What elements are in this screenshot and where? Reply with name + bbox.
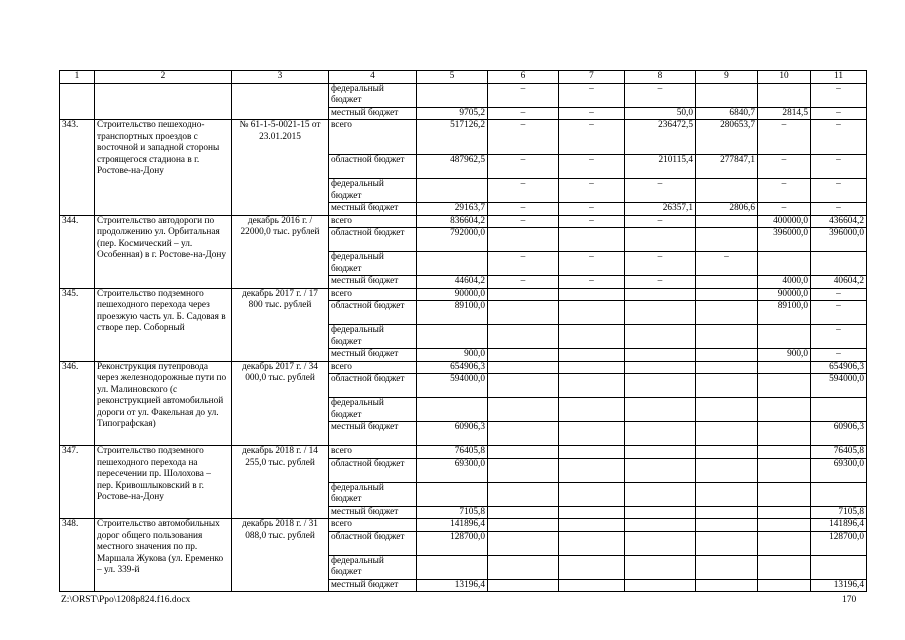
amount-cell: 4000,0 [758,276,811,289]
document-path: Z:\ORST\Ppo\1208p824.f16.docx [61,595,191,605]
amount-cell: 836604,2 [417,215,488,228]
header-cell: 10 [758,71,811,84]
amount-cell [417,179,488,203]
amount-cell [758,506,811,519]
header-cell: 3 [232,71,329,84]
amount-cell [696,228,758,252]
budget-source-cell: областной бюджет [329,228,417,252]
amount-cell: – [811,83,867,107]
budget-source-cell: областной бюджет [329,458,417,482]
amount-cell [488,301,559,325]
amount-cell [488,325,559,349]
amount-cell: – [811,349,867,362]
header-cell: 8 [625,71,696,84]
amount-cell: 436604,2 [811,215,867,228]
budget-source-cell: всего [329,215,417,228]
amount-cell: 6840,7 [696,107,758,120]
header-cell: 5 [417,71,488,84]
item-name-cell: Строительство автодороги по продолжению ул. Орбитальная (пер. Космический – ул. Особенная) в г. Ростове-на-Дону [95,215,232,288]
amount-cell [625,458,696,482]
budget-source-cell: областной бюджет [329,531,417,555]
amount-cell [488,482,559,506]
header-cell: 11 [811,71,867,84]
amount-cell [559,398,625,422]
amount-cell [488,398,559,422]
amount-cell: – [488,155,559,179]
amount-cell [696,519,758,532]
amount-cell: 7105,8 [417,506,488,519]
amount-cell: 594000,0 [811,374,867,398]
amount-cell: – [758,179,811,203]
amount-cell [696,215,758,228]
amount-cell [758,519,811,532]
amount-cell: 396000,0 [811,228,867,252]
amount-cell [559,555,625,579]
amount-cell: – [559,252,625,276]
amount-cell [559,361,625,374]
amount-cell [559,374,625,398]
amount-cell [488,361,559,374]
amount-cell: – [488,203,559,216]
budget-source-cell: федеральный бюджет [329,555,417,579]
item-deadline-cell: декабрь 2017 г. / 34 000,0 тыс. рублей [232,361,329,446]
item-number-cell [60,83,95,120]
budget-source-cell: областной бюджет [329,374,417,398]
amount-cell: 60906,3 [811,422,867,446]
amount-cell [696,288,758,301]
amount-cell [559,325,625,349]
budget-source-cell: местный бюджет [329,422,417,446]
amount-cell [696,301,758,325]
page-number: 170 [842,595,857,605]
amount-cell: 210115,4 [625,155,696,179]
amount-cell: 128700,0 [811,531,867,555]
amount-cell [488,555,559,579]
amount-cell [488,288,559,301]
amount-cell: – [811,325,867,349]
amount-cell: – [625,276,696,289]
budget-source-cell: местный бюджет [329,579,417,592]
amount-cell [488,446,559,459]
amount-cell [811,482,867,506]
item-name-cell: Строительство автомобильных дорог общего пользования местного значения по пр. Маршала Жукова (ул. Еременко – ул. 339-й [95,519,232,592]
amount-cell: 900,0 [758,349,811,362]
amount-cell [625,361,696,374]
amount-cell: – [811,155,867,179]
amount-cell: 69300,0 [811,458,867,482]
amount-cell [417,325,488,349]
amount-cell: – [559,215,625,228]
amount-cell: – [758,155,811,179]
amount-cell [758,361,811,374]
item-name-cell [95,83,232,120]
amount-cell: – [488,107,559,120]
amount-cell: – [488,179,559,203]
amount-cell: 280653,7 [696,120,758,155]
amount-cell: 60906,3 [417,422,488,446]
amount-cell [625,288,696,301]
amount-cell [488,519,559,532]
budget-source-cell: федеральный бюджет [329,482,417,506]
header-cell: 7 [559,71,625,84]
header-cell: 1 [60,71,95,84]
budget-source-cell: федеральный бюджет [329,252,417,276]
amount-cell [559,446,625,459]
budget-source-cell: всего [329,361,417,374]
header-cell: 4 [329,71,417,84]
budget-source-cell: местный бюджет [329,276,417,289]
amount-cell [696,531,758,555]
amount-cell: – [559,155,625,179]
amount-cell: – [559,179,625,203]
amount-cell [417,252,488,276]
amount-cell: – [811,179,867,203]
header-cell: 6 [488,71,559,84]
item-deadline-cell: № 61-1-5-0021-15 от 23.01.2015 [232,120,329,216]
amount-cell [696,422,758,446]
amount-cell [758,325,811,349]
amount-cell [696,374,758,398]
table-row [60,215,867,228]
amount-cell [696,361,758,374]
amount-cell [696,349,758,362]
amount-cell: 400000,0 [758,215,811,228]
amount-cell [625,301,696,325]
amount-cell: 89100,0 [758,301,811,325]
amount-cell [559,228,625,252]
amount-cell: 69300,0 [417,458,488,482]
amount-cell [417,398,488,422]
amount-cell [488,374,559,398]
amount-cell [488,458,559,482]
header-cell: 2 [95,71,232,84]
amount-cell: – [488,276,559,289]
header-cell: 9 [696,71,758,84]
amount-cell [696,458,758,482]
amount-cell: – [488,215,559,228]
amount-cell: – [811,107,867,120]
amount-cell [488,349,559,362]
amount-cell: 141896,4 [417,519,488,532]
item-deadline-cell: декабрь 2018 г. / 14 255,0 тыс. рублей [232,446,329,519]
amount-cell [696,83,758,107]
amount-cell [696,446,758,459]
amount-cell: 128700,0 [417,531,488,555]
amount-cell [559,482,625,506]
amount-cell: 2814,5 [758,107,811,120]
amount-cell [696,179,758,203]
amount-cell [758,531,811,555]
budget-source-cell: областной бюджет [329,301,417,325]
amount-cell: 90000,0 [417,288,488,301]
amount-cell [488,506,559,519]
amount-cell: – [625,179,696,203]
amount-cell [417,555,488,579]
amount-cell: 13196,4 [417,579,488,592]
amount-cell [758,398,811,422]
budget-table [59,70,867,592]
amount-cell [625,422,696,446]
amount-cell [559,531,625,555]
budget-source-cell: местный бюджет [329,107,417,120]
amount-cell: 487962,5 [417,155,488,179]
item-number-cell: 346. [60,361,95,446]
amount-cell [696,482,758,506]
amount-cell: – [488,83,559,107]
amount-cell: 89100,0 [417,301,488,325]
amount-cell [696,325,758,349]
amount-cell [625,228,696,252]
amount-cell: – [488,252,559,276]
table-row [60,361,867,374]
amount-cell [625,531,696,555]
amount-cell: 396000,0 [758,228,811,252]
table-row [60,519,867,532]
item-deadline-cell: декабрь 2017 г. / 17 800 тыс. рублей [232,288,329,361]
amount-cell: – [559,203,625,216]
amount-cell [696,506,758,519]
amount-cell [758,555,811,579]
amount-cell: – [758,203,811,216]
amount-cell [625,519,696,532]
amount-cell [559,349,625,362]
amount-cell [625,482,696,506]
amount-cell: 141896,4 [811,519,867,532]
amount-cell [625,506,696,519]
item-deadline-cell: декабрь 2018 г. / 31 088,0 тыс. рублей [232,519,329,592]
budget-source-cell: федеральный бюджет [329,398,417,422]
table-row [60,83,867,107]
amount-cell: 236472,5 [625,120,696,155]
amount-cell [417,482,488,506]
amount-cell: 792000,0 [417,228,488,252]
amount-cell: 654906,3 [417,361,488,374]
amount-cell [696,579,758,592]
amount-cell [758,579,811,592]
amount-cell: – [758,120,811,155]
amount-cell: – [559,276,625,289]
amount-cell: 26357,1 [625,203,696,216]
amount-cell [758,252,811,276]
item-number-cell: 343. [60,120,95,216]
budget-source-cell: местный бюджет [329,349,417,362]
amount-cell [559,288,625,301]
item-name-cell: Строительство подземного пешеходного перехода на пересечении пр. Шолохова – пер. Кривошлыковский в г. Ростове-на-Дону [95,446,232,519]
amount-cell [559,519,625,532]
amount-cell: 517126,2 [417,120,488,155]
amount-cell: 277847,1 [696,155,758,179]
amount-cell: – [625,215,696,228]
budget-source-cell: федеральный бюджет [329,179,417,203]
amount-cell [488,579,559,592]
budget-source-cell: всего [329,288,417,301]
amount-cell [696,555,758,579]
amount-cell: 900,0 [417,349,488,362]
amount-cell [625,446,696,459]
budget-source-cell: всего [329,519,417,532]
amount-cell: 40604,2 [811,276,867,289]
amount-cell: – [696,252,758,276]
item-name-cell: Строительство подземного пешеходного перехода через проезжую часть ул. Б. Садовая в створе пер. Соборный [95,288,232,361]
amount-cell [559,506,625,519]
item-number-cell: 344. [60,215,95,288]
budget-source-cell: всего [329,120,417,155]
item-name-cell: Реконструкция путепровода через железнодорожные пути по ул. Малиновского (с реконструкцией автомобильной дороги от ул. Факельная до ул. Типографская) [95,361,232,446]
amount-cell [811,555,867,579]
item-number-cell: 348. [60,519,95,592]
amount-cell [811,398,867,422]
amount-cell: 2806,6 [696,203,758,216]
budget-source-cell: местный бюджет [329,506,417,519]
budget-source-cell: областной бюджет [329,155,417,179]
amount-cell: 7105,8 [811,506,867,519]
amount-cell [417,83,488,107]
item-deadline-cell: декабрь 2016 г. / 22000,0 тыс. рублей [232,215,329,288]
amount-cell [488,531,559,555]
amount-cell: – [625,252,696,276]
item-name-cell: Строительство пешеходно-транспортных проездов с восточной и западной стороны строящегося стадиона в г. Ростове-на-Дону [95,120,232,216]
amount-cell: 76405,8 [417,446,488,459]
amount-cell [488,228,559,252]
amount-cell: 76405,8 [811,446,867,459]
amount-cell [758,422,811,446]
amount-cell [696,276,758,289]
budget-source-cell: федеральный бюджет [329,325,417,349]
budget-source-cell: местный бюджет [329,203,417,216]
amount-cell: 594000,0 [417,374,488,398]
amount-cell [625,349,696,362]
amount-cell: – [559,120,625,155]
amount-cell [625,325,696,349]
amount-cell: 654906,3 [811,361,867,374]
amount-cell: – [625,83,696,107]
amount-cell [758,458,811,482]
amount-cell [758,83,811,107]
amount-cell [559,301,625,325]
amount-cell [559,458,625,482]
amount-cell [488,422,559,446]
budget-source-cell: всего [329,446,417,459]
table-row [60,120,867,155]
item-number-cell: 345. [60,288,95,361]
amount-cell [758,374,811,398]
item-number-cell: 347. [60,446,95,519]
amount-cell [696,398,758,422]
amount-cell: – [811,120,867,155]
amount-cell: – [488,120,559,155]
amount-cell: – [559,83,625,107]
amount-cell [811,252,867,276]
budget-source-cell: федеральный бюджет [329,83,417,107]
amount-cell: 9705,2 [417,107,488,120]
amount-cell [559,422,625,446]
amount-cell [758,482,811,506]
amount-cell: 44604,2 [417,276,488,289]
amount-cell [625,555,696,579]
table-row [60,446,867,459]
amount-cell: – [811,203,867,216]
header-row [60,71,867,84]
item-deadline-cell [232,83,329,120]
amount-cell [625,579,696,592]
amount-cell [625,398,696,422]
table-row [60,288,867,301]
amount-cell: – [811,301,867,325]
amount-cell: 29163,7 [417,203,488,216]
amount-cell: 50,0 [625,107,696,120]
amount-cell: 13196,4 [811,579,867,592]
amount-cell [758,446,811,459]
amount-cell: 90000,0 [758,288,811,301]
amount-cell [559,579,625,592]
amount-cell: – [559,107,625,120]
amount-cell: – [811,288,867,301]
amount-cell [625,374,696,398]
